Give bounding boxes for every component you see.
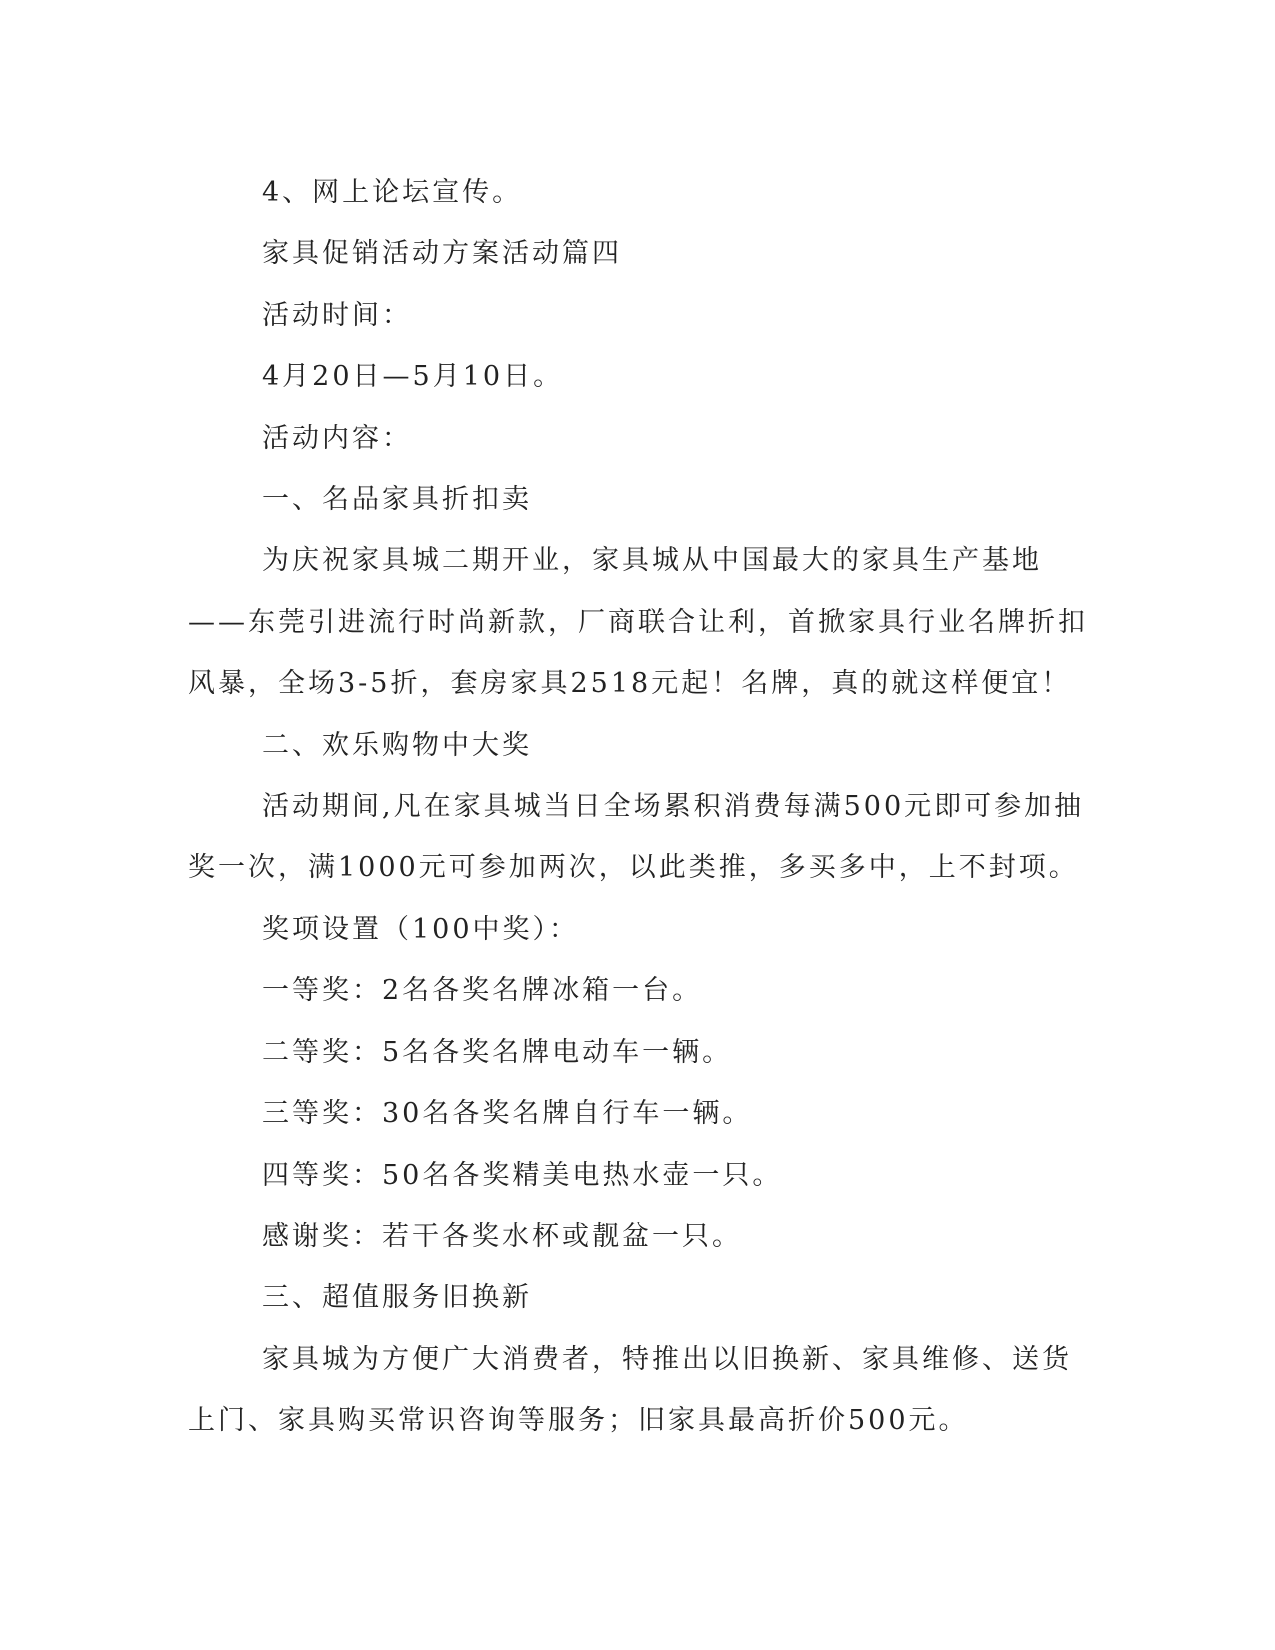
document-body	[188, 162, 1088, 1452]
subheading-lottery: 二、欢乐购物中大奖	[262, 729, 532, 761]
paragraph-activity-dates: 4月20日—5月10日。	[262, 361, 564, 393]
subheading-discount: 一、名品家具折扣卖	[262, 484, 532, 516]
paragraph-promo-forum: 4、网上论坛宣传。	[262, 177, 523, 208]
paragraph-fourth-prize: 四等奖：50名各奖精美电热水壶一只。	[262, 1159, 783, 1191]
paragraph-third-prize: 三等奖：30名各奖名牌自行车一辆。	[262, 1098, 753, 1130]
paragraph-prize-setup: 奖项设置（100中奖）：	[262, 913, 580, 945]
paragraph-discount-details: 为庆祝家具城二期开业，家具城从中国最大的家具生产基地——东莞引进流行时尚新款，厂商联合让利，首掀家具行业名牌折扣风暴，全场3-5折，套房家具2518元起！名牌，真的就这样便宜！	[188, 545, 1088, 700]
paragraph-thanks-prize: 感谢奖：若干各奖水杯或靓盆一只。	[262, 1220, 742, 1252]
paragraph-lottery-details: 活动期间,凡在家具城当日全场累积消费每满500元即可参加抽奖一次，满1000元可参加两次，以此类推，多买多中，上不封项。	[188, 791, 1085, 884]
paragraph-activity-content-label: 活动内容：	[262, 422, 412, 454]
paragraph-trade-in-details: 家具城为方便广大消费者，特推出以旧换新、家具维修、送货上门、家具购买常识咨询等服务；旧家具最高折价500元。	[188, 1343, 1072, 1437]
paragraph-first-prize: 一等奖：2名各奖名牌冰箱一台。	[262, 975, 703, 1007]
paragraph-second-prize: 二等奖：5名各奖名牌电动车一辆。	[262, 1036, 733, 1068]
section-title: 家具促销活动方案活动篇四	[262, 238, 622, 270]
subheading-trade-in: 三、超值服务旧换新	[262, 1282, 532, 1314]
paragraph-activity-time-label: 活动时间：	[262, 299, 412, 331]
